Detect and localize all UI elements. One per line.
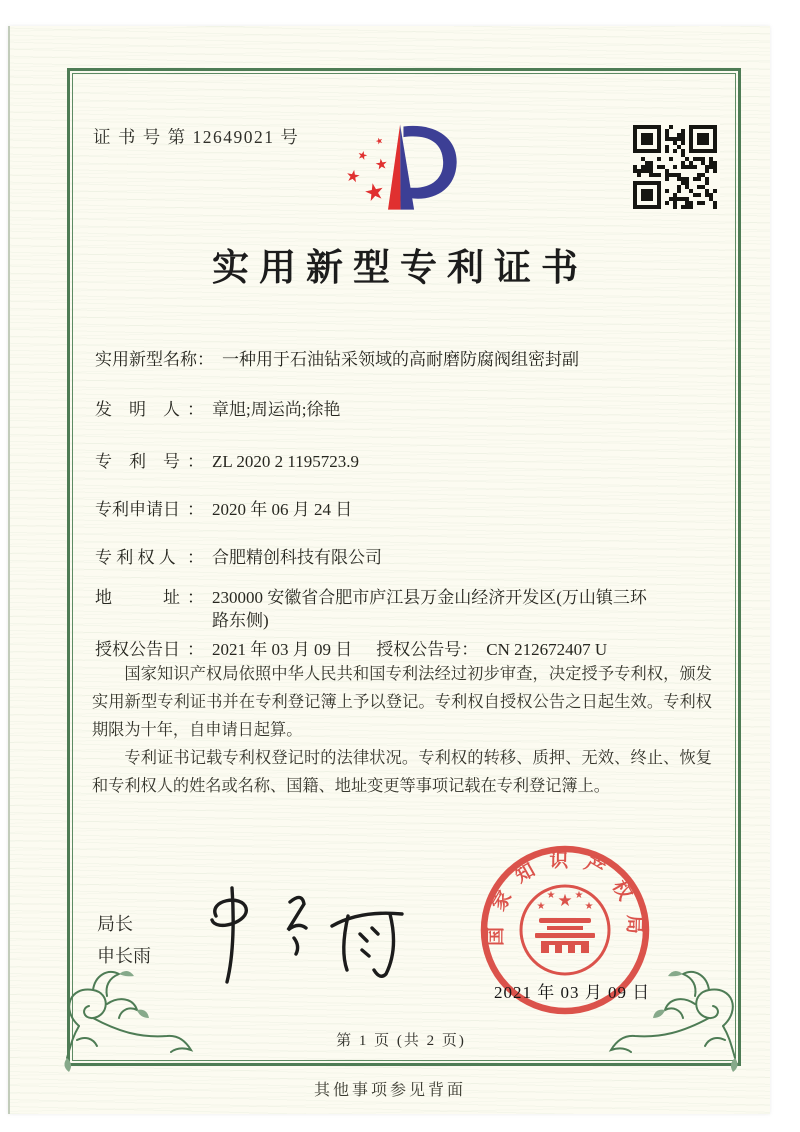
seal-agency-text: 国家知识产权局 xyxy=(485,850,645,949)
field-filing-date xyxy=(95,498,352,521)
svg-text:★: ★ xyxy=(557,891,573,911)
svg-text:★: ★ xyxy=(361,177,388,208)
field-utility-model-name xyxy=(95,348,579,371)
colon: ： xyxy=(187,500,204,519)
field-value: 一种用于石油钻采领域的高耐磨防腐阀组密封副 xyxy=(222,350,579,369)
field-label: 专 利 号 xyxy=(95,452,180,471)
field-value: ZL 2020 2 1195723.9 xyxy=(212,452,360,471)
corner-flourish-icon xyxy=(49,966,199,1076)
colon: ： xyxy=(187,400,204,419)
field-label: 授权公告号 xyxy=(376,640,462,659)
field-label: 地 址 xyxy=(95,588,180,607)
colon: ： xyxy=(187,640,204,659)
field-value: 章旭;周运尚;徐艳 xyxy=(212,400,341,419)
field-label: 发 明 人 xyxy=(95,400,180,419)
legal-paragraph: 专利证书记载专利权登记时的法律状况。专利权的转移、质押、无效、终止、恢复和专利权人的姓名或名称、国籍、地址变更等事项记载在专利登记簿上。 xyxy=(92,749,712,795)
qr-code xyxy=(630,122,720,212)
colon: ： xyxy=(197,350,214,369)
svg-text:★: ★ xyxy=(373,156,390,174)
field-grant-publication-number xyxy=(376,638,607,661)
field-grant-date-and-number xyxy=(95,638,607,661)
field-inventors xyxy=(95,398,340,421)
svg-text:★: ★ xyxy=(584,901,594,912)
svg-text:★: ★ xyxy=(536,901,546,912)
colon: ： xyxy=(187,452,204,471)
colon: ： xyxy=(461,640,479,659)
cnipa-logo-icon xyxy=(330,110,475,228)
commissioner-title: 局长 xyxy=(97,914,133,934)
field-value: 2020 年 06 月 24 日 xyxy=(212,500,353,519)
legal-text xyxy=(92,660,712,800)
colon: ： xyxy=(187,588,204,607)
signature-icon xyxy=(190,876,430,988)
svg-text:★: ★ xyxy=(546,890,556,901)
field-label: 专利申请日 xyxy=(95,500,180,519)
svg-text:★: ★ xyxy=(574,890,584,901)
svg-text:★: ★ xyxy=(374,135,385,148)
field-value: 合肥精创科技有限公司 xyxy=(212,548,382,567)
svg-text:★: ★ xyxy=(355,147,370,164)
svg-text:★: ★ xyxy=(344,165,363,187)
field-value: CN 212672407 U xyxy=(486,640,608,659)
commissioner-name: 申长雨 xyxy=(97,946,151,966)
seal-date: 2021 年 03 月 09 日 xyxy=(494,983,651,1002)
certificate-title: 实用新型专利证书 xyxy=(212,248,588,289)
field-value: 230000 安徽省合肥市庐江县万金山经济开发区(万山镇三环路东侧) xyxy=(212,588,647,630)
colon: ： xyxy=(187,548,204,567)
field-label: 授权公告日 xyxy=(95,640,180,659)
field-address xyxy=(95,586,654,632)
field-value: 2021 年 03 月 09 日 xyxy=(212,640,353,659)
field-label: 实用新型名称 xyxy=(95,350,197,369)
field-patentee xyxy=(95,546,382,569)
field-patent-number xyxy=(95,450,359,473)
legal-paragraph: 国家知识产权局依照中华人民共和国专利法经过初步审查，决定授予专利权，颁发实用新型专利证书并在专利登记簿上予以登记。专利权自授权公告之日起生效。专利权期限为十年，自申请日起算。 xyxy=(92,665,712,739)
national-emblem-icon xyxy=(521,886,609,974)
field-label: 专 利 权 人 xyxy=(95,548,176,567)
back-side-note: 其他事项参见背面 xyxy=(313,1082,466,1099)
page-number: 第 1 页 (共 2 页) xyxy=(336,1033,466,1049)
certificate-number: 证 书 号 第 12649021 号 xyxy=(93,127,300,147)
